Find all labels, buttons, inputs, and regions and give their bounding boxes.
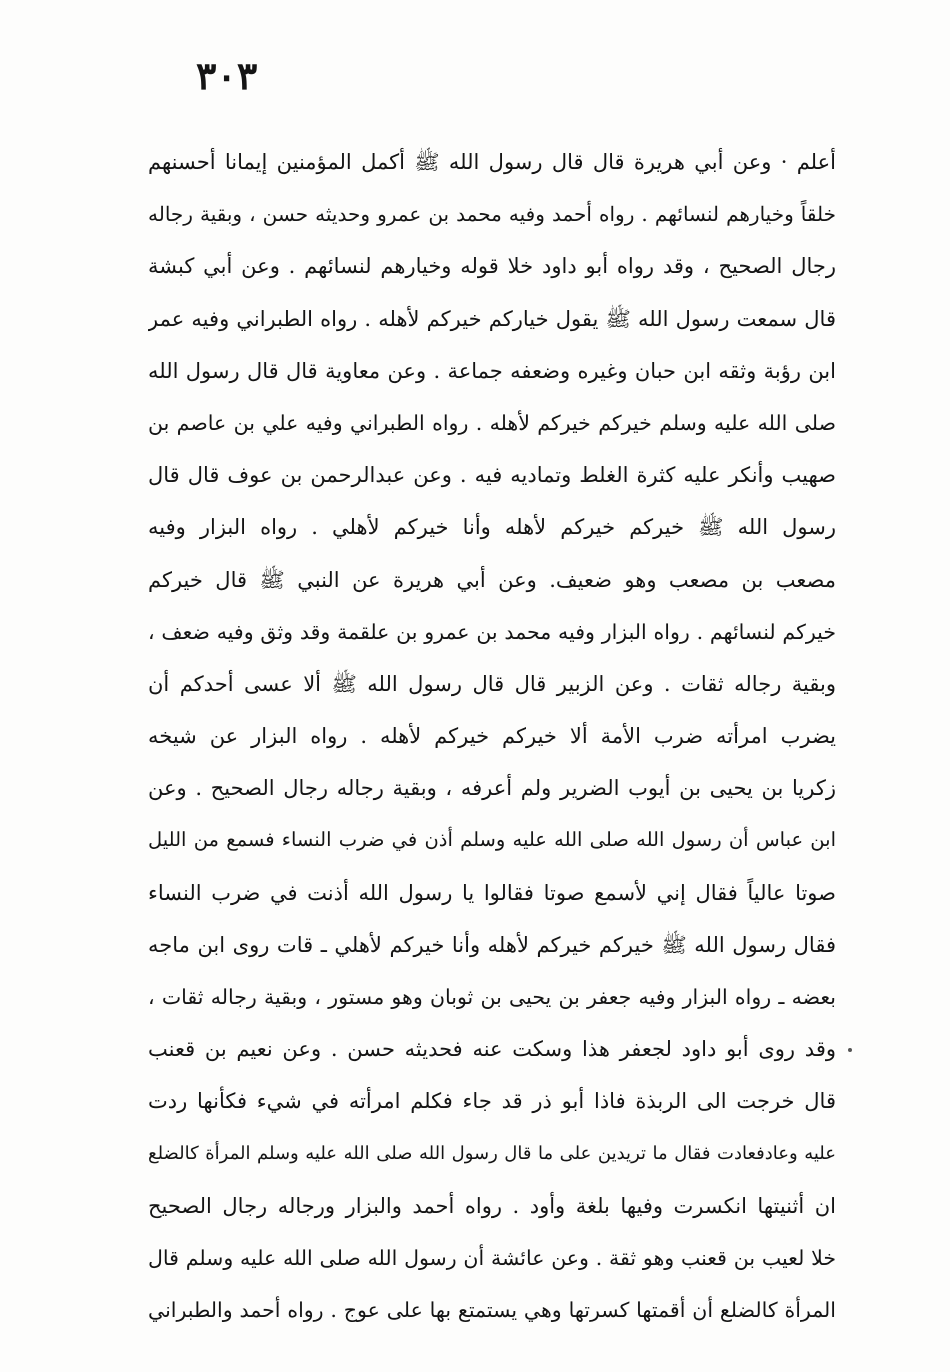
text-line: مصعب بن مصعب وهو ضعيف. وعن أبي هريرة عن النبي ﷺ قال خيركم (148, 567, 836, 592)
page-number: ٣٠٣ (196, 53, 258, 98)
page-text (148, 136, 836, 1336)
text-line: صلى الله عليه وسلم خيركم خيركم لأهله . رواه الطبراني وفيه علي بن عاصم بن (148, 410, 836, 435)
text-line: رجال الصحيح ، وقد رواه أبو داود خلا قوله وخيارهم لنسائهم . وعن أبي كبشة (148, 254, 836, 279)
text-line: وقد روى أبو داود لجعفر هذا وسكت عنه فحديثه حسن . وعن نعيم بن قعنب (148, 1037, 836, 1062)
text-line: ان أثنيتها انكسرت وفيها بلغة وأود . رواه أحمد والبزار ورجاله رجال الصحيح (148, 1193, 836, 1218)
margin-dot (848, 1048, 852, 1052)
text-line: أعلم · وعن أبي هريرة قال قال رسول الله ﷺ أكمل المؤمنين إيمانا أحسنهم (148, 150, 836, 174)
text-line: خلا لعيب بن قعنب وهو ثقة . وعن عائشة أن رسول الله صلى الله عليه وسلم قال (148, 1245, 836, 1270)
text-line: صهيب وأنكر عليه كثرة الغلط وتماديه فيه . وعن عبدالرحمن بن عوف قال قال (148, 463, 836, 488)
text-line: المرأة كالضلع أن أقمتها كسرتها وهي يستمتع بها على عوج . رواه أحمد والطبراني (148, 1298, 836, 1323)
text-line: ابن عباس أن رسول الله صلى الله عليه وسلم أذن في ضرب النساء فسمع من الليل (148, 828, 836, 852)
text-line: ابن رؤبة وثقه ابن حبان وغيره وضعفه جماعة . وعن معاوية قال قال رسول الله (148, 358, 836, 383)
text-line: عليه وعادفعادت فقال ما تريدين على ما قال رسول الله صلى الله عليه وسلم المرأة كالضلع (148, 1142, 836, 1164)
text-line: قال سمعت رسول الله ﷺ يقول خياركم خيركم لأهله . رواه الطبراني وفيه عمر (148, 306, 836, 331)
text-line: خيركم لنسائهم . رواه البزار وفيه محمد بن عمرو بن علقمة وقد وثق وفيه ضعف ، (148, 619, 836, 644)
text-line: فقال رسول الله ﷺ خيركم خيركم لأهله وأنا خيركم لأهلي ـ قات روى ابن ماجه (148, 932, 836, 957)
text-line: خلقاً وخيارهم لنسائهم . رواه أحمد وفيه محمد بن عمرو وحديثه حسن ، وبقية رجاله (148, 202, 836, 227)
text-line: صوتا عالياً فقال إني لأسمع صوتا فقالوا يا رسول الله أذنت في ضرب النساء (148, 880, 836, 905)
text-line: بعضه ـ رواه البزار وفيه جعفر بن يحيى بن ثوبان وهو مستور ، وبقية رجاله ثقات ، (148, 985, 836, 1009)
text-line: زكريا بن يحيى بن أيوب الضرير ولم أعرفه ، وبقية رجاله رجال الصحيح . وعن (148, 776, 836, 801)
text-line: يضرب امرأته ضرب الأمة ألا خيركم خيركم لأهله . رواه البزار عن شيخه (148, 724, 836, 749)
text-line: قال خرجت الى الربذة فاذا أبو ذر قد جاء فكلم امرأته في شيء فكأنها ردت (148, 1089, 836, 1114)
text-line: رسول الله ﷺ خيركم خيركم لأهله وأنا خيركم لأهلي . رواه البزار وفيه (148, 515, 836, 540)
text-line: وبقية رجاله ثقات . وعن الزبير قال قال رسول الله ﷺ ألا عسى أحدكم أن (148, 671, 836, 696)
